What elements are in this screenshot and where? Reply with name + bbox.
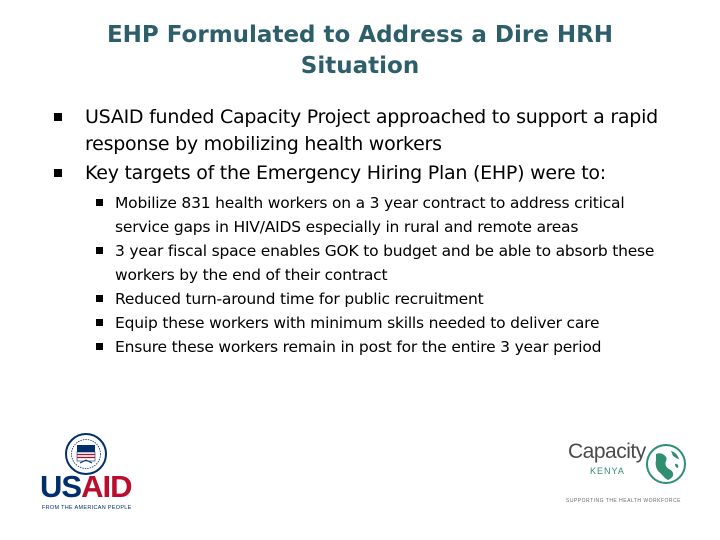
sub-bullet-text: 3 year fiscal space enables GOK to budget and be able to absorb these workers by the end of their contract — [115, 242, 655, 284]
square-bullet-icon — [96, 247, 103, 254]
square-bullet-icon — [96, 343, 103, 350]
bullet-item — [40, 104, 720, 158]
slide-title-line-2: Situation — [300, 53, 420, 79]
slide-title — [60, 20, 660, 82]
square-bullet-icon — [96, 199, 103, 206]
square-bullet-icon — [96, 319, 103, 326]
square-bullet-icon — [96, 295, 103, 302]
sub-bullet-text: Mobilize 831 health workers on a 3 year contract to address critical service gaps in HIV/AIDS especially in rural and remote areas — [115, 194, 625, 236]
sub-bullet-text: Reduced turn-around time for public recruitment — [115, 290, 484, 308]
sub-bullet-text: Equip these workers with minimum skills needed to deliver care — [115, 314, 600, 332]
bullet-text: Key targets of the Emergency Hiring Plan (EHP) were to: — [85, 162, 606, 184]
sub-bullet-list — [40, 191, 720, 359]
slide-title-line-1: EHP Formulated to Address a Dire HRH — [106, 22, 614, 48]
usaid-wordmark: USAID — [40, 469, 132, 504]
bullet-text: USAID funded Capacity Project approached to support a rapid response by mobilizing health workers — [85, 106, 658, 155]
sub-bullet-text: Ensure these workers remain in post for the entire 3 year period — [115, 338, 602, 356]
capacity-subtitle: KENYA — [590, 466, 625, 476]
capacity-tagline: SUPPORTING THE HEALTH WORKFORCE — [566, 498, 681, 504]
capacity-kenya-logo — [566, 440, 692, 512]
bullet-item — [40, 160, 720, 187]
globe-icon — [644, 442, 688, 486]
bullet-list — [40, 104, 720, 359]
sub-bullet-item — [40, 335, 680, 359]
sub-bullet-item — [40, 311, 680, 335]
square-bullet-icon — [54, 113, 62, 121]
sub-bullet-item — [40, 239, 680, 287]
sub-bullet-item — [40, 191, 680, 239]
sub-bullet-item — [40, 287, 680, 311]
square-bullet-icon — [54, 169, 62, 177]
usaid-tagline: FROM THE AMERICAN PEOPLE — [42, 505, 132, 511]
usaid-logo — [38, 432, 158, 511]
capacity-wordmark: Capacity — [568, 440, 646, 463]
